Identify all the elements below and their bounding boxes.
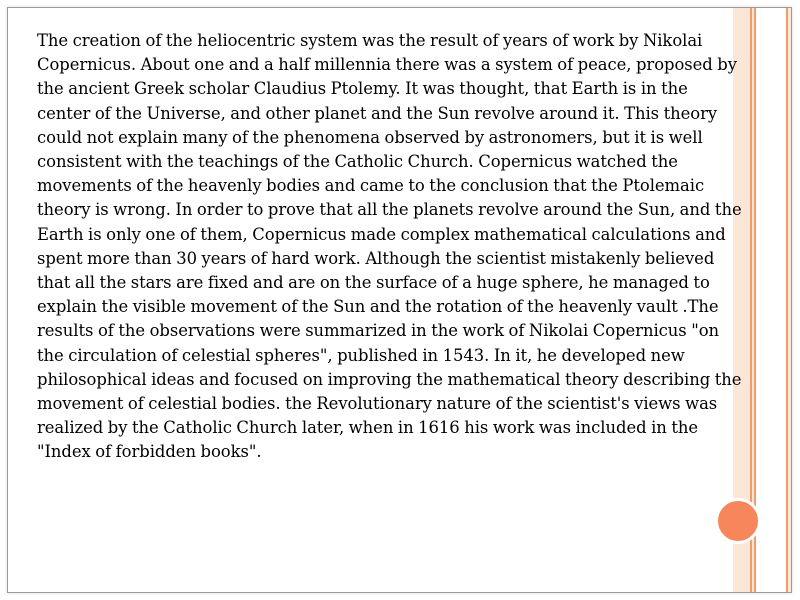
body-paragraph: The creation of the heliocentric system was the result of years of work by Nikolai Copernicus. About one and a half millennia there was a system of peace, proposed by the ancient Greek scholar Claudius Ptolemy. It was thought, that Earth is in the center of the Universe, and other planet and the Sun revolve around it. This theory could not explain many of the phenomena observed by astronomers, but it is well consistent with the teachings of the Catholic Church. Copernicus watched the movements of the heavenly bodies and came to the conclusion that the Ptolemaic theory is wrong. In order to prove that all the planets revolve around the Sun, and the Earth is only one of them, Copernicus made complex mathematical calculations and spent more than 30 years of hard work. Although the scientist mistakenly believed that all the stars are fixed and are on the surface of a huge sphere, he managed to explain the visible movement of the Sun and the rotation of the heavenly vault .The results of the observations were summarized in the work of Nikolai Copernicus "on the circulation of celestial spheres", published in 1543. In it, he developed new philosophical ideas and focused on improving the mathematical theory describing the movement of celestial bodies. the Revolutionary nature of the scientist's views was realized by the Catholic Church later, when in 1616 his work was included in the "Index of forbidden books". xyxy=(37,31,742,462)
decorative-band-gap xyxy=(756,8,786,592)
decorative-band-line xyxy=(786,8,788,592)
decorative-circle-icon xyxy=(715,498,761,544)
